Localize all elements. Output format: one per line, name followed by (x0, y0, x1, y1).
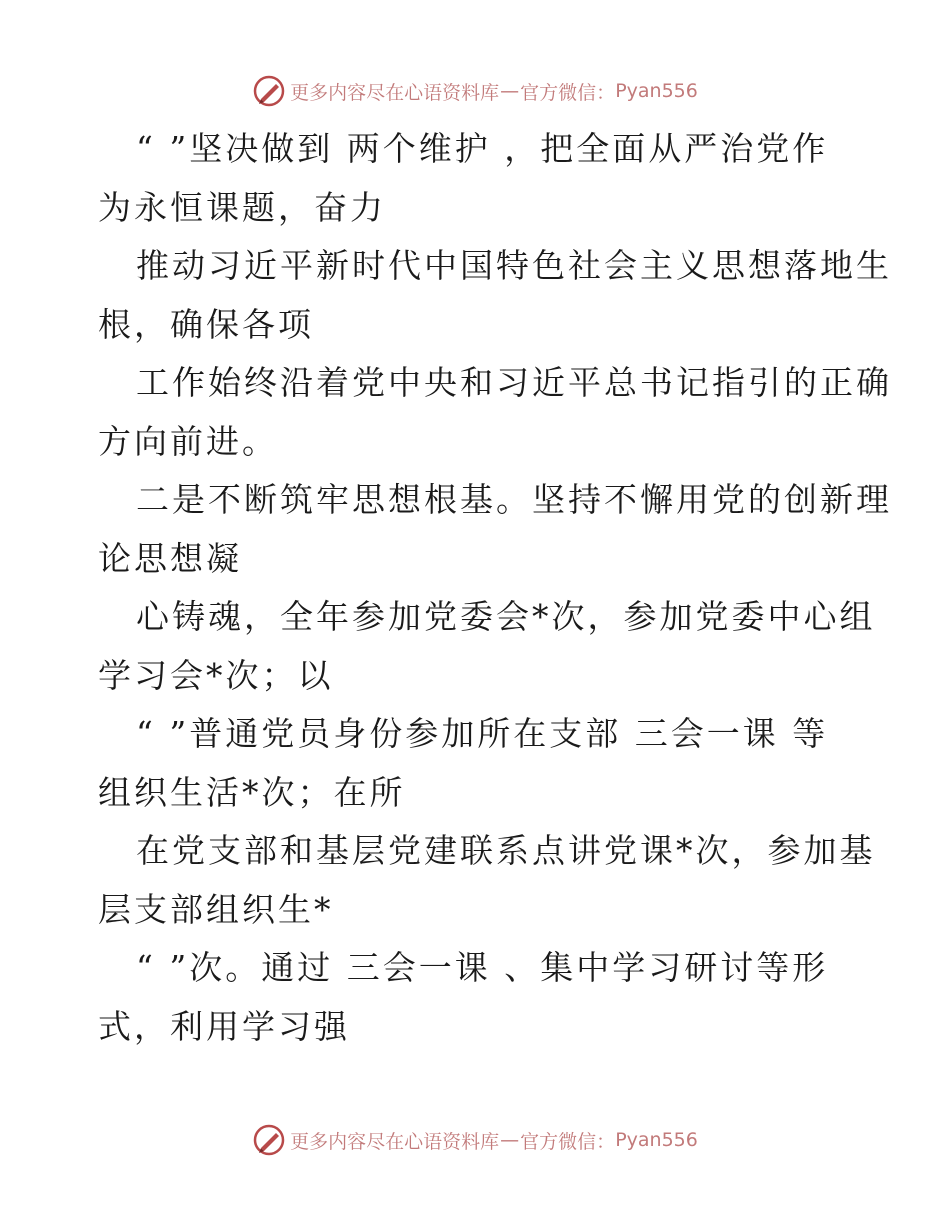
body-line: 学习会*次；以 (98, 655, 334, 695)
watermark-text: 更多内容尽在心语资料库 (290, 1130, 500, 1153)
body-line: 推动习近平新时代中国特色社会主义思想落地生 (136, 246, 892, 285)
document-body (98, 120, 892, 1056)
watermark-header (0, 71, 950, 111)
body-line: 组织生活*次；在所 (98, 772, 406, 812)
body-line: 层支部组织生* (98, 889, 334, 929)
body-line: “ ”坚决做到 两个维护 ，把全面从严治党作 (136, 129, 829, 168)
watermark-separator: — (500, 1129, 520, 1151)
watermark-label: 官方微信： (520, 81, 616, 104)
watermark-account: Pyan556 (615, 80, 698, 102)
watermark-footer (0, 1120, 950, 1160)
body-line: 工作始终沿着党中央和习近平总书记指引的正确 (136, 363, 892, 402)
body-line: 为永恒课题，奋力 (98, 187, 386, 227)
body-line: “ ”普通党员身份参加所在支部 三会一课 等 (136, 714, 829, 753)
watermark-account: Pyan556 (615, 1129, 698, 1151)
body-line: “ ”次。通过 三会一课 、集中学习研讨等形 (136, 948, 829, 987)
watermark-text: 更多内容尽在心语资料库 (290, 81, 500, 104)
pen-logo-icon (252, 74, 286, 108)
watermark-label: 官方微信： (520, 1130, 616, 1153)
body-line: 心铸魂，全年参加党委会*次，参加党委中心组 (136, 597, 876, 636)
body-line: 方向前进。 (98, 421, 278, 461)
body-line: 根，确保各项 (98, 304, 314, 344)
body-line: 二是不断筑牢思想根基。坚持不懈用党的创新理 (136, 480, 892, 519)
watermark-separator: — (500, 80, 520, 102)
body-line: 论思想凝 (98, 538, 242, 578)
body-line: 式，利用学习强 (98, 1006, 350, 1046)
body-line: 在党支部和基层党建联系点讲党课*次，参加基 (136, 831, 876, 870)
pen-logo-icon (252, 1123, 286, 1157)
